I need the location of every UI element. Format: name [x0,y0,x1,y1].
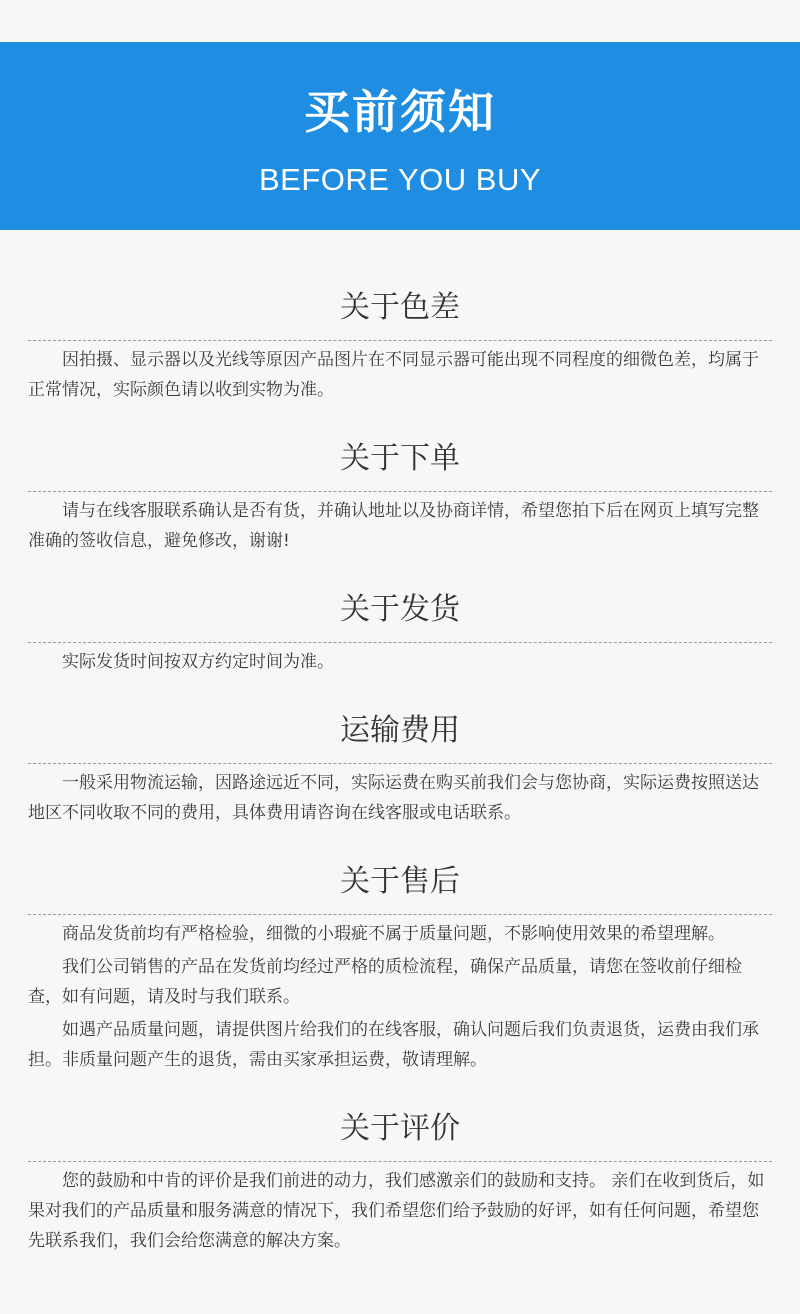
dashed-divider [28,763,772,764]
section-paragraph: 我们公司销售的产品在发货前均经过严格的质检流程，确保产品质量，请您在签收前仔细检查，如有问题，请及时与我们联系。 [28,957,742,1007]
section-paragraph: 您的鼓励和中肯的评价是我们前进的动力，我们感激亲们的鼓励和支持。 亲们在收到货后，如果对我们的产品质量和服务满意的情况下，我们希望您们给予鼓励的好评，如有任何问题，希望您先联系我们，我们会给您满意的解决方案。 [28,1171,765,1251]
section-paragraph: 实际发货时间按双方约定时间为准。 [62,652,334,672]
header-banner [0,42,800,230]
section-title: 关于色差 [340,290,460,325]
section-ordering [28,439,772,556]
section-color-difference [28,288,772,405]
dashed-divider [28,1161,772,1162]
section-shipping [28,590,772,677]
page-title: 买前须知 [304,85,496,139]
dashed-divider [28,491,772,492]
section-paragraph: 商品发货前均有严格检验，细微的小瑕疵不属于质量问题，不影响使用效果的希望理解。 [62,924,725,944]
section-paragraph: 请与在线客服联系确认是否有货，并确认地址以及协商详情，希望您拍下后在网页上填写完整准确的签收信息，避免修改，谢谢! [28,501,759,551]
section-paragraph: 一般采用物流运输，因路途远近不同，实际运费在购买前我们会与您协商，实际运费按照送达地区不同收取不同的费用，具体费用请咨询在线客服或电话联系。 [28,773,759,823]
section-title: 关于发货 [340,592,460,627]
section-paragraph: 因拍摄、显示器以及光线等原因产品图片在不同显示器可能出现不同程度的细微色差，均属于正常情况，实际颜色请以收到实物为准。 [28,350,759,400]
section-after-sales [28,862,772,1075]
section-paragraph: 如遇产品质量问题，请提供图片给我们的在线客服，确认问题后我们负责退货，运费由我们承担。非质量问题产生的退货，需由买家承担运费，敬请理解。 [28,1020,759,1070]
section-title: 关于评价 [340,1111,460,1146]
dashed-divider [28,642,772,643]
section-title: 关于售后 [340,864,460,899]
dashed-divider [28,340,772,341]
section-freight [28,711,772,828]
dashed-divider [28,914,772,915]
section-reviews [28,1109,772,1256]
section-title: 关于下单 [340,441,460,476]
top-strip [0,0,800,42]
notice-content [0,288,800,1256]
section-title: 运输费用 [340,713,460,748]
page-subtitle: BEFORE YOU BUY [258,162,542,197]
